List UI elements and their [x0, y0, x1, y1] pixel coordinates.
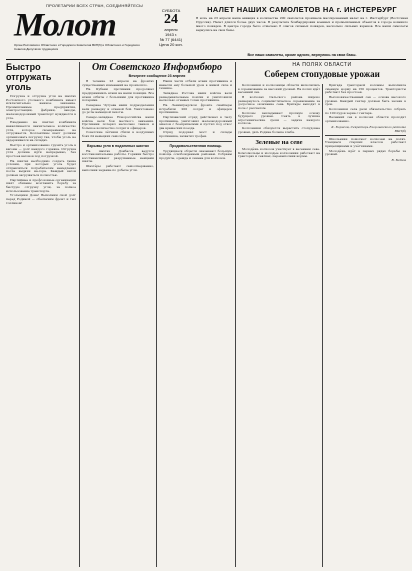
subcolumn-left: [238, 84, 320, 160]
day-name: СУББОТА: [161, 8, 181, 13]
article-headline: Зеленые на севе: [255, 139, 303, 147]
paragraph: В течение 23 апреля на фронтах существенных изменений не произошло.: [82, 79, 154, 87]
paragraph: На шахтах необходимо создать такие условия, при которых уголь будет отправляться потребителям немедленно после выдачи на-гора. Каждый вагон должен загружаться полностью.: [6, 158, 76, 178]
paragraph: Западнее Ростова наши войска вели разведывательные поиски и уничтожили несколько огневых точек противника.: [159, 90, 232, 103]
column-4: [238, 62, 406, 567]
day-number: 24: [164, 12, 178, 27]
paragraph: Школьники помогают колхозам на полях. Учащиеся старших классов работают прицепщиками и учётчиками.: [325, 136, 406, 148]
paragraph: Молодёжь идёт в первых рядах борьбы за урожай.: [325, 148, 406, 157]
paragraph: Отряд подорвал мост и склады противника, захватил трофеи.: [159, 130, 232, 139]
paragraph: Партийные и профсоюзные организации шахт обязаны возглавить борьбу за быструю отгрузку угля, за полное использование транспорта.: [6, 177, 76, 193]
issue-number: № 77 (6441): [159, 37, 183, 42]
price: Цена 20 коп.: [159, 42, 183, 47]
article-headline: Продовольственная помощь: [169, 143, 222, 148]
paragraph: Советские лётчики сбили в воздушных боях 24 немецких самолёта.: [82, 130, 154, 139]
paragraph: Быстро и организованно грузить уголь в вагоны — долг каждого горняка. Отгрузка угля должна идти непрерывно, без простоев вагонов под погрузкой.: [6, 143, 76, 158]
date-block: [152, 8, 190, 47]
paragraph: Колхозы закладывают прочную основу будущего урожая. Сеять в лучшие агротехнические сроки — задача каждого колхоза.: [238, 110, 320, 126]
signature: К. Борисов, Секретарь Егорлыкского райкома ВКП(б): [331, 124, 406, 133]
top-headline: НАЛЕТ НАШИХ САМОЛЕТОВ НА г. ИНСТЕРБУРГ: [207, 5, 397, 14]
paragraph: Бригада тракторной колонны выполнила сменную норму на 150 процентов. Трактористы работают без простоев.: [325, 83, 406, 95]
section-divider: [238, 136, 320, 137]
top-story: [196, 5, 408, 32]
paragraph: Трудящиеся области оказывают большую помощь освобождённым районам. Собраны продукты, одежда и семена для колхозов.: [159, 148, 232, 160]
paragraph: Высококачественный сев — основа высокого урожая. Каждый гектар должен быть засеян в срок.: [325, 94, 406, 107]
section-divider: [82, 141, 154, 142]
column-divider: [322, 84, 323, 567]
column-divider: [235, 62, 236, 567]
column-2: [82, 62, 232, 567]
column-divider: [79, 62, 80, 567]
newspaper-subtitle: Орган Ростовского Областного и Городского Комитетов ВКП(б) и Областного и Городского Советов Депутатов трудящихся: [14, 43, 140, 51]
paragraph: Наши части отбили атаки противника и нанесли ему большой урон в живой силе и технике.: [159, 79, 232, 91]
year: 1943 г.: [164, 32, 178, 37]
paragraph: Шахтёры работают самоотверженно, выполняя задание по добыче угля.: [82, 164, 154, 172]
masthead: [6, 3, 406, 60]
columns: [6, 62, 406, 567]
column-divider: [156, 80, 157, 567]
section-title: НА ПОЛЯХ ОБЛАСТИ: [292, 62, 352, 68]
newspaper-logo: Молот: [14, 7, 116, 44]
section-divider: [159, 141, 232, 142]
paragraph: На Ленинградском фронте снайперы истребили 200 солдат и офицеров противника.: [159, 102, 232, 115]
paragraph: Партизанский отряд действовал в тылу противника, уничтожил железнодорожный эшелон с боеприпасами и пустил под откос два вражеских поезда.: [159, 114, 232, 130]
paragraph: Колхозники села дали обязательство собрать по 100 пудов зерна с гектара.: [325, 106, 406, 115]
subcolumn-left: [82, 80, 154, 174]
article-headline: Соберем стопудовые урожаи: [264, 69, 380, 79]
article-headline: Взрывы угля в подземных шахтах: [87, 143, 149, 148]
article-headline: От Советского Информбюро: [91, 62, 223, 73]
paragraph: Погрузка и отгрузка угля на шахтах Ростовского угольного комбината имеют исключительно важное значение. Промышленные предприятия, электростанции, фабрики, заводы, железнодорожный транспорт нуждаются в угле.: [6, 94, 76, 120]
column-1: [6, 62, 76, 567]
paragraph: Молодёжь колхозов участвует в весеннем севе. Комсомольцы и молодые колхозники работают на тракторах и сеялках, перевыполняя нормы.: [238, 147, 320, 159]
paragraph: В колхозах Сальского района широко развернулось социалистическое соревнование за досрочное окончание сева. Бригады выходят в поле с рассветом.: [238, 94, 320, 110]
slogan: ПРОЛЕТАРИИ ВСЕХ СТРАН, СОЕДИНЯЙТЕСЬ!: [46, 3, 144, 8]
paragraph: Весенний сев в колхозах области проходит организованно.: [325, 115, 406, 123]
paragraph: На Кубани противник продолжал предпринимать атаки на наши позиции. Все атаки отбиты с большими для противника потерями.: [82, 87, 154, 103]
subcolumn-right: [325, 84, 406, 164]
subcolumn-right: [159, 80, 232, 162]
paragraph: Северо-западнее Новороссийска наши войска вели бои местного значения. Противник потерял несколько танков и большое количество солдат и офицеров.: [82, 114, 154, 130]
paragraph: Колхозники обязуются вырастить стопудовые урожаи, дать Родине больше хлеба.: [238, 126, 320, 134]
article-subheadline: Вечернее сообщение 23 апреля: [128, 74, 186, 78]
signature: В. Батов: [391, 158, 406, 163]
paragraph: Ежедневно на шахтах комбината накапливается значительное количество угля, которое своевременно не отгружается. Коллективы шахт должны организовать погрузку так, чтобы уголь не задерживался на складах.: [6, 120, 76, 143]
paragraph: Севернее Чугуева наши подразделения вели разведку и огневой бой. Уничтожено до роты немецкой пехоты.: [82, 102, 154, 115]
paragraph: Колхозники и колхозницы области включились в соревнование за высокий урожай. На полях идёт весенний сев.: [238, 83, 320, 95]
article-headline: Быстро отгружать уголь: [6, 62, 52, 92]
paragraph: Угольщики Дона! Выполним свой долг перед Родиной — обеспечим фронт и тыл топливом!: [6, 193, 76, 205]
month: апреля: [164, 27, 178, 32]
paragraph: На шахтах Донбасса ведутся восстановительные работы. Горняки быстро восстанавливают разрушенные немцами шахты.: [82, 148, 154, 164]
section-divider: [325, 135, 406, 136]
top-story-slogan: Все наши самолеты, кроме одного, вернулись на свои базы.: [247, 53, 357, 57]
top-story-text: В ночь на 23 апреля наша авиация в количестве 200 самолетов произвела массированный налет на г. Инстербург (Восточная Пруссия). Налет длился более двух часов. В результате бомбардировки военных и промышленных объектов в городе возникло много пожаров. В центре города было отмечено 8 очагов сильных пожаров, несколько сильных взрывов. Все наши самолеты вернулись на свои базы.: [196, 16, 408, 32]
